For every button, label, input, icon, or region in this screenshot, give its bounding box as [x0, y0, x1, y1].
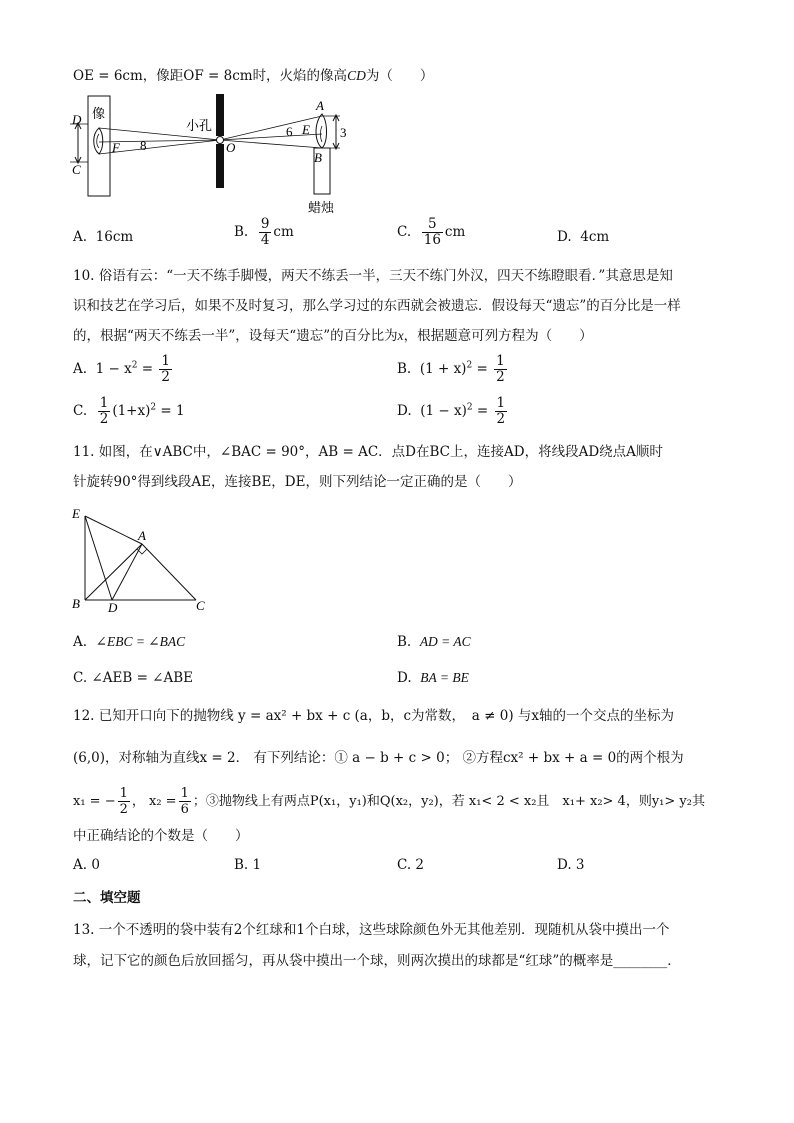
- q9-stem-suffix: 时，火焰的像高: [252, 68, 348, 84]
- label-D: D: [108, 600, 118, 615]
- label-A: A: [316, 98, 324, 113]
- q13-line-1: 13. 一个不透明的袋中装有2个红球和1个白球，这些球除颜色外无其他差别．现随机从袋中摸出一个: [73, 922, 670, 938]
- section-title: 二、填空题: [73, 890, 141, 906]
- segment-AC: [142, 544, 196, 600]
- q9-option-c[interactable]: C. $\frac{5}{16}$ cm: [397, 216, 466, 248]
- q10-option-a[interactable]: A. $1 - x^2$ = $\frac{1}{2}$: [73, 353, 170, 385]
- q9-option-a[interactable]: A. 16cm: [73, 229, 134, 245]
- label-E: E: [302, 122, 310, 137]
- q9-stem-cd: CD: [347, 68, 366, 83]
- q12-line-4: 中正确结论的个数是（ ）: [73, 828, 249, 844]
- q10-option-d[interactable]: D. $(1 - x)^2$ = $\frac{1}{2}$: [397, 395, 506, 427]
- q9-stem-prefix: OE = 6cm，像距: [73, 68, 184, 84]
- q12-option-b[interactable]: B. 1: [234, 857, 262, 873]
- q12-option-a[interactable]: A. 0: [73, 857, 100, 873]
- q12-option-d[interactable]: D. 3: [557, 857, 585, 873]
- q10-line-2: 识和技艺在学习后，如果不及时复习，那么学习过的东西就会被遗忘．假设每天“遗忘”的百分比是一样: [73, 298, 681, 314]
- image-flame-shape: [94, 128, 103, 154]
- q11-option-b[interactable]: B. AD = AC: [397, 634, 471, 650]
- barrier-top: [216, 94, 224, 136]
- q9-option-b[interactable]: B. $\frac{9}{4}$ cm: [234, 216, 294, 248]
- q10-line-3: 的，根据“两天不练丢一半”，设每天“遗忘”的百分比为x，根据题意可列方程为（ ）: [73, 328, 593, 344]
- q10-option-c[interactable]: C. $\frac{1}{2}$ $(1+x)^2 = 1$: [73, 395, 185, 427]
- q9-stem-mid: OF = 8cm: [183, 68, 253, 84]
- q12-line-1: 12. 已知开口向下的抛物线 y = ax² + bx + c (a，b，c为常数， a ≠ 0) 与x轴的一个交点的坐标为: [73, 708, 675, 724]
- q9-stem-end: 为（ ）: [365, 68, 434, 84]
- q11-option-a[interactable]: A. ∠EBC = ∠BAC: [73, 634, 186, 650]
- q10-option-b[interactable]: B. $(1 + x)^2$ = $\frac{1}{2}$: [397, 353, 505, 385]
- label-B: B: [314, 150, 322, 165]
- label-F: F: [112, 140, 120, 155]
- pinhole-camera-figure: [70, 90, 360, 218]
- q11-line-2: 针旋转90°得到线段AE，连接BE，DE，则下列结论一定正确的是（ ）: [73, 474, 522, 490]
- pinhole-circle: [217, 137, 224, 144]
- q9-option-d[interactable]: D. 4cm: [557, 229, 610, 245]
- label-hole: 小孔: [186, 118, 213, 133]
- q12-option-c[interactable]: C. 2: [397, 857, 425, 873]
- q9-stem: [73, 66, 433, 86]
- barrier-bottom: [216, 144, 224, 188]
- q13-line-2: 球，记下它的颜色后放回摇匀，再从袋中摸出一个球，则两次摸出的球都是“红球”的概率是________．: [73, 953, 681, 969]
- segment-AD: [112, 544, 142, 600]
- q11-option-c[interactable]: C. ∠AEB = ∠ABE: [73, 670, 194, 686]
- label-8: 8: [140, 138, 147, 153]
- triangle-figure: [70, 504, 220, 616]
- label-6: 6: [286, 124, 293, 139]
- label-image: 像: [92, 106, 106, 121]
- label-candle: 蜡烛: [308, 200, 335, 215]
- q11-line-1: 11. 如图，在∨ABC中，∠BAC = 90°，AB = AC．点D在BC上，连接AD，将线段AD绕点A顺时: [73, 444, 663, 460]
- segment-BA: [85, 544, 142, 600]
- segment-EA: [85, 516, 142, 544]
- candle-flame-shape: [316, 114, 327, 148]
- label-E: E: [72, 506, 80, 521]
- label-C: C: [72, 162, 81, 177]
- q11-option-d[interactable]: D. BA = BE: [397, 670, 469, 686]
- label-B: B: [72, 596, 80, 611]
- label-3: 3: [340, 125, 347, 140]
- label-D: D: [72, 112, 82, 127]
- q10-line-1: 10. 俗语有云：“一天不练手脚慢，两天不练丢一半，三天不练门外汉，四天不练瞪眼看．”其意思是知: [73, 268, 673, 284]
- label-A: A: [138, 528, 146, 543]
- label-O: O: [226, 140, 236, 155]
- q12-line-3: x₁ = − $\frac{1}{2}$ ， x₂ = $\frac{1}{6}$ ；③抛物线上有两点P(x₁，y₁)和Q(x₂，y₂)，若 x₁< 2 < x₂且 x₁+ x₂> 4，则y₁> y₂其: [73, 786, 705, 817]
- q12-line-2: (6,0)，对称轴为直线x = 2． 有下列结论：① a − b + c > 0； ②方程cx² + bx + a = 0的两个根为: [73, 750, 684, 766]
- label-C: C: [196, 598, 205, 613]
